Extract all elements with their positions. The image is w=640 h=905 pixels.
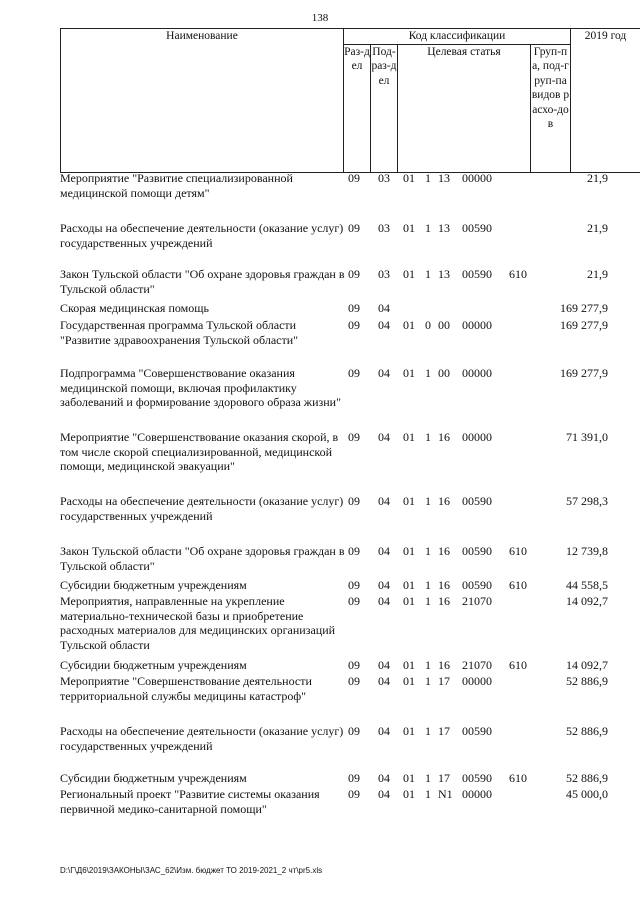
target-program-code: 01 — [403, 430, 415, 444]
target-event-code: 13 — [438, 221, 450, 235]
razdel-code: 09 — [348, 658, 360, 672]
target-program-code: 01 — [403, 494, 415, 508]
target-program-code: 01 — [403, 724, 415, 738]
target-program-code: 01 — [403, 787, 415, 801]
podrazdel-header: Под-раз-дел — [371, 44, 398, 172]
target-subprogram-code: 1 — [425, 221, 431, 235]
razdel-code: 09 — [348, 594, 360, 608]
target-direction-code: 00000 — [462, 366, 492, 380]
target-program-code: 01 — [403, 674, 415, 688]
target-event-code: 16 — [438, 494, 450, 508]
target-subprogram-code: 1 — [425, 594, 431, 608]
target-program-code: 01 — [403, 318, 415, 332]
target-program-code: 01 — [403, 544, 415, 558]
row-name: Подпрограмма "Совершенствование оказания медицинской помощи, включая профилактику заболеваний и формирование здорового образа жизни" — [60, 366, 341, 409]
table-header — [60, 28, 640, 173]
target-direction-code: 21070 — [462, 658, 492, 672]
target-direction-code: 00000 — [462, 787, 492, 801]
row-name: Скорая медицинская помощь — [60, 301, 209, 315]
razdel-code: 09 — [348, 430, 360, 444]
amount-2019: 57 298,3 — [566, 494, 608, 508]
amount-2019: 45 000,0 — [566, 787, 608, 801]
target-event-code: 16 — [438, 430, 450, 444]
target-event-code: 00 — [438, 366, 450, 380]
file-path-footer: D:\Г\Д6\2019\ЗАКОНЫ\ЗАС_62\Изм. бюджет ТО 2019-2021_2 чт\pr5.xls — [60, 866, 323, 875]
row-name: Субсидии бюджетным учреждениям — [60, 771, 247, 785]
target-program-code: 01 — [403, 171, 415, 185]
target-event-code: N1 — [438, 787, 453, 801]
razdel-code: 09 — [348, 787, 360, 801]
target-event-code: 16 — [438, 658, 450, 672]
target-subprogram-code: 1 — [425, 771, 431, 785]
target-direction-code: 00590 — [462, 724, 492, 738]
row-name: Мероприятия, направленные на укрепление материально-технической базы и приобретение расходных материалов для медицинских организаций Тульской области — [60, 594, 336, 652]
target-subprogram-code: 1 — [425, 494, 431, 508]
razdel-code: 09 — [348, 674, 360, 688]
razdel-code: 09 — [348, 578, 360, 592]
amount-2019: 169 277,9 — [560, 301, 608, 315]
expense-type-code: 610 — [509, 578, 527, 592]
razdel-code: 09 — [348, 221, 360, 235]
row-name: Расходы на обеспечение деятельности (оказание услуг) государственных учреждений — [60, 221, 344, 250]
target-event-code: 16 — [438, 594, 450, 608]
podrazdel-code: 04 — [378, 787, 390, 801]
celevaya-header: Целевая статья — [398, 44, 531, 172]
target-subprogram-code: 1 — [425, 267, 431, 281]
amount-2019: 44 558,5 — [566, 578, 608, 592]
podrazdel-code: 04 — [378, 594, 390, 608]
amount-2019: 52 886,9 — [566, 674, 608, 688]
razdel-code: 09 — [348, 301, 360, 315]
target-direction-code: 00000 — [462, 318, 492, 332]
target-subprogram-code: 1 — [425, 171, 431, 185]
podrazdel-code: 04 — [378, 494, 390, 508]
target-direction-code: 00590 — [462, 771, 492, 785]
target-direction-code: 00590 — [462, 494, 492, 508]
podrazdel-code: 04 — [378, 578, 390, 592]
podrazdel-code: 04 — [378, 544, 390, 558]
amount-2019: 52 886,9 — [566, 724, 608, 738]
row-name: Субсидии бюджетным учреждениям — [60, 578, 247, 592]
target-event-code: 16 — [438, 578, 450, 592]
target-subprogram-code: 1 — [425, 544, 431, 558]
row-name: Региональный проект "Развитие системы оказания первичной медико-санитарной помощи" — [60, 787, 320, 816]
amount-2019: 14 092,7 — [566, 658, 608, 672]
razdel-code: 09 — [348, 366, 360, 380]
amount-2019: 12 739,8 — [566, 544, 608, 558]
razdel-code: 09 — [348, 544, 360, 558]
podrazdel-code: 03 — [378, 221, 390, 235]
razdel-code: 09 — [348, 171, 360, 185]
razdel-code: 09 — [348, 724, 360, 738]
row-name: Субсидии бюджетным учреждениям — [60, 658, 247, 672]
target-direction-code: 21070 — [462, 594, 492, 608]
amount-2019: 21,9 — [587, 267, 608, 281]
target-event-code: 13 — [438, 171, 450, 185]
row-name: Расходы на обеспечение деятельности (оказание услуг) государственных учреждений — [60, 724, 344, 753]
target-direction-code: 00590 — [462, 267, 492, 281]
target-subprogram-code: 1 — [425, 787, 431, 801]
amount-2019: 71 391,0 — [566, 430, 608, 444]
target-subprogram-code: 1 — [425, 658, 431, 672]
row-name: Закон Тульской области "Об охране здоровья граждан в Тульской области" — [60, 544, 345, 573]
target-subprogram-code: 1 — [425, 578, 431, 592]
expense-type-code: 610 — [509, 267, 527, 281]
target-direction-code: 00590 — [462, 221, 492, 235]
expense-type-code: 610 — [509, 658, 527, 672]
podrazdel-code: 04 — [378, 674, 390, 688]
target-event-code: 00 — [438, 318, 450, 332]
page-number: 138 — [311, 12, 329, 24]
target-program-code: 01 — [403, 267, 415, 281]
podrazdel-code: 04 — [378, 301, 390, 315]
row-name: Расходы на обеспечение деятельности (оказание услуг) государственных учреждений — [60, 494, 344, 523]
target-program-code: 01 — [403, 578, 415, 592]
podrazdel-code: 03 — [378, 267, 390, 281]
podrazdel-code: 04 — [378, 771, 390, 785]
podrazdel-code: 03 — [378, 171, 390, 185]
target-direction-code: 00000 — [462, 430, 492, 444]
target-event-code: 17 — [438, 724, 450, 738]
row-name: Государственная программа Тульской области "Развитие здравоохранения Тульской области" — [60, 318, 299, 347]
target-event-code: 17 — [438, 674, 450, 688]
podrazdel-code: 04 — [378, 430, 390, 444]
name-column-header: Наименование — [61, 29, 344, 173]
amount-2019: 169 277,9 — [560, 318, 608, 332]
target-program-code: 01 — [403, 366, 415, 380]
podrazdel-code: 04 — [378, 318, 390, 332]
row-name: Мероприятие "Развитие специализированной медицинской помощи детям" — [60, 171, 293, 200]
podrazdel-code: 04 — [378, 366, 390, 380]
target-event-code: 13 — [438, 267, 450, 281]
gruppa-header: Груп-па, под-груп-па видов расхо-дов — [531, 44, 571, 172]
target-direction-code: 00590 — [462, 578, 492, 592]
amount-2019: 21,9 — [587, 221, 608, 235]
target-program-code: 01 — [403, 594, 415, 608]
target-direction-code: 00000 — [462, 171, 492, 185]
target-subprogram-code: 0 — [425, 318, 431, 332]
razdel-code: 09 — [348, 318, 360, 332]
razdel-code: 09 — [348, 494, 360, 508]
expense-type-code: 610 — [509, 771, 527, 785]
row-name: Мероприятие "Совершенствование деятельности территориальной службы медицины катастроф" — [60, 674, 312, 703]
amount-2019: 21,9 — [587, 171, 608, 185]
target-event-code: 16 — [438, 544, 450, 558]
target-event-code: 17 — [438, 771, 450, 785]
target-direction-code: 00000 — [462, 674, 492, 688]
podrazdel-code: 04 — [378, 724, 390, 738]
row-name: Закон Тульской области "Об охране здоровья граждан в Тульской области" — [60, 267, 345, 296]
expense-type-code: 610 — [509, 544, 527, 558]
amount-2019: 14 092,7 — [566, 594, 608, 608]
target-program-code: 01 — [403, 771, 415, 785]
target-program-code: 01 — [403, 658, 415, 672]
target-subprogram-code: 1 — [425, 674, 431, 688]
year-column-header: 2019 год — [571, 29, 640, 173]
target-subprogram-code: 1 — [425, 430, 431, 444]
podrazdel-code: 04 — [378, 658, 390, 672]
razdel-header: Раз-дел — [344, 44, 371, 172]
code-group-header: Код классификации — [344, 29, 571, 45]
target-program-code: 01 — [403, 221, 415, 235]
target-subprogram-code: 1 — [425, 724, 431, 738]
amount-2019: 169 277,9 — [560, 366, 608, 380]
razdel-code: 09 — [348, 267, 360, 281]
razdel-code: 09 — [348, 771, 360, 785]
amount-2019: 52 886,9 — [566, 771, 608, 785]
target-subprogram-code: 1 — [425, 366, 431, 380]
target-direction-code: 00590 — [462, 544, 492, 558]
row-name: Мероприятие "Совершенствование оказания скорой, в том числе скорой специализированной, медицинской помощи, медицинской эвакуации" — [60, 430, 339, 473]
